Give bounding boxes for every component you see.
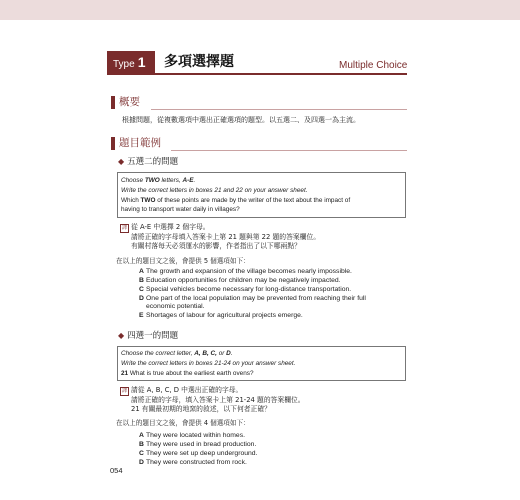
question-stem-cont: having to transport water daily in villages? (121, 206, 240, 214)
page-number: 054 (110, 466, 123, 475)
heading-rule (171, 150, 407, 151)
question-instruction: Choose TWO letters, A-E. (121, 177, 196, 184)
translation-block-2 (131, 386, 305, 415)
type-label: Type (113, 59, 135, 70)
question-stem: Which TWO of these points are made by the writer of the text about the impact of (121, 196, 351, 204)
translation-line: 21 有關最初期的地窯的敘述，以下何者正確？ (131, 405, 271, 413)
option-item: C Special vehicles become necessary for long-distance transportation. (139, 286, 352, 293)
heading-rule (151, 109, 407, 110)
question-answer-instruction: Write the correct letters in boxes 21 and 22 on your answer sheet. (121, 186, 308, 194)
option-item-cont: economic potential. (146, 303, 205, 310)
option-item: B They were used in bread production. (139, 441, 257, 448)
heading-bar-icon (111, 137, 115, 150)
diamond-icon: ◆ (118, 331, 125, 340)
option-item: D They were constructed from rock. (139, 459, 247, 466)
option-item: C They were set up deep underground. (139, 450, 258, 457)
option-item: D One part of the local population may be prevented from reaching their full (139, 295, 366, 302)
translation-line: 請將正確的字母填入答案卡上第 21 題與第 22 題的答案欄位。 (131, 232, 321, 241)
english-title: Multiple Choice (339, 60, 408, 71)
translation-icon: 譯 (121, 388, 128, 394)
translation-line: 有關村落每天必須運水的影響，作者指出了以下哪兩點？ (131, 242, 301, 250)
overview-text: 根據問題，從複數選項中選出正確選項的題型。以五選二、及四選一為主流。 (122, 116, 360, 124)
question-box-1 (117, 172, 406, 218)
header-divider (107, 73, 407, 75)
translation-line: 請從 A, B, C, D 中選出正確的字母。 (131, 386, 243, 394)
option-item: B Education opportunities for children may be negatively impacted. (139, 277, 341, 284)
option-item: A The growth and expansion of the village becomes nearly impossible. (139, 268, 352, 275)
question-answer-instruction: Write the correct letters in boxes 21-24 on your answer sheet. (121, 359, 296, 367)
translation-line: 從 A-E 中選擇 2 個字母。 (131, 223, 210, 231)
top-color-band (0, 0, 520, 20)
five-choose-two-heading-text: 五選二的問題 (127, 157, 179, 167)
options-note-1: 在以上的題目文之後，會提供 5 個選項如下： (116, 257, 250, 265)
type-number: 1 (137, 54, 146, 70)
question-box-2 (117, 346, 406, 381)
heading-bar-icon (111, 96, 115, 109)
type-badge (107, 51, 155, 73)
translation-line: 請將正確的字母，填入答案卡上第 21-24 題的答案欄位。 (131, 395, 305, 404)
examples-heading-text: 題目範例 (119, 137, 161, 149)
option-item: E Shortages of labour for agricultural projects emerge. (139, 312, 303, 319)
question-stem: 21 What is true about the earliest earth ovens? (121, 369, 254, 377)
examples-heading (111, 136, 407, 152)
overview-heading-text: 概要 (119, 96, 140, 108)
translation-icon: 譯 (121, 225, 128, 231)
four-choose-one-heading (118, 330, 178, 342)
five-choose-two-heading (118, 156, 178, 168)
four-choose-one-heading-text: 四選一的問題 (127, 331, 179, 341)
options-note-2: 在以上的題目文之後，會提供 4 個選項如下： (116, 419, 250, 427)
overview-heading (111, 95, 407, 111)
option-item: A They were located within homes. (139, 432, 245, 439)
translation-block-1 (131, 223, 320, 252)
diamond-icon: ◆ (118, 157, 125, 166)
question-instruction: Choose the correct letter, A, B, C, or D. (121, 350, 233, 357)
page-title: 多項選擇題 (164, 54, 234, 70)
